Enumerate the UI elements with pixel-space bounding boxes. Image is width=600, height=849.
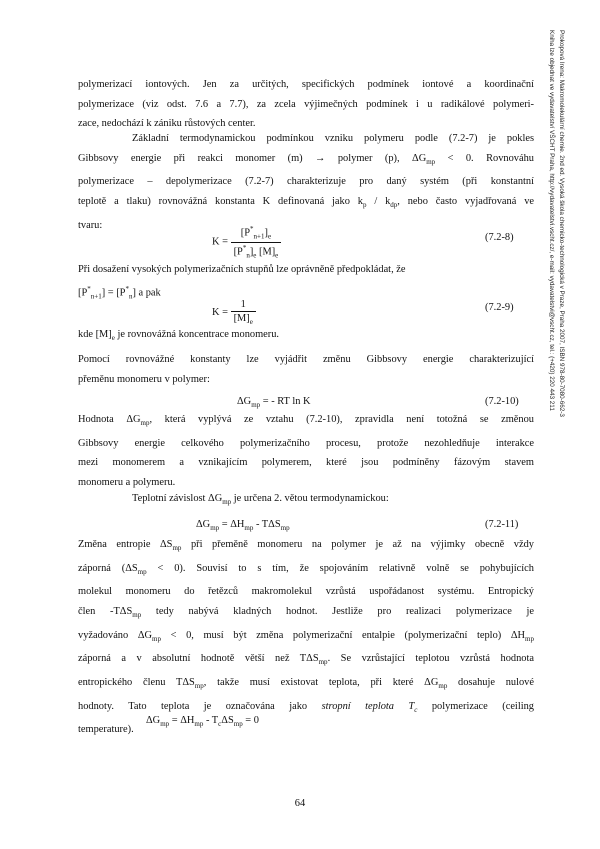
equation-lhs: K = [212, 236, 228, 248]
text-line: Hodnota $\Delta G_{mp}$, která vyplývá ze vztahu (7.2-10), zpravidla není totožná se změnou [78, 414, 534, 428]
text-line: člen $-T\Delta S_{mp}$ tedy nabývá kladných hodnot. Jestliže pro realizaci polymerizace je [78, 605, 535, 620]
text-line: Teplotní závislost $\Delta G_{mp}$ je určena 2. větou termodynamickou: [132, 493, 389, 507]
text-line: molekul monomeru do řetězců makromolekul vzrůstá uspořádanost systému. Entropický [78, 586, 534, 598]
text-line: Gibbsovy energie celkového polymerizačního procesu, protože nezohledňuje interakce [78, 437, 534, 449]
text-line: tvaru: [78, 219, 103, 231]
text-line: vyžadováno $\Delta G_{mp} < 0$, musí být změna polymerizační entalpie (polymerizační teplo) $\Delta H_{mp}$ [78, 629, 534, 643]
equation-number: (7.2-11) [485, 519, 519, 530]
text-line: monomeru a polymeru. [78, 476, 176, 488]
text-line: mezi monomerem a vznikajícím polymerem, které jsou podmíněny fázovým stavem [78, 457, 534, 469]
paragraph-7 [78, 489, 534, 513]
text-line: kde $[M]_e$ je rovnovážná koncentrace monomeru. [78, 329, 280, 343]
text-line: Při dosažení vysokých polymerizačních stupňů lze oprávněně předpokládat, že [78, 264, 406, 275]
paragraph-2 [78, 129, 534, 235]
text-line: Gibbsovy energie při reakci monomer (m) → polymer (p), $\Delta G_{mp} < 0$. Rovnováhu [78, 152, 534, 166]
paragraph-3 [78, 260, 534, 307]
text-line: polymerizací iontových. Jen za určitých, specifických podmínek iontové a koordinační [78, 79, 534, 90]
fraction [231, 225, 282, 259]
emphasis: stropní teplota $T_c$ [321, 700, 418, 714]
fraction [231, 299, 256, 326]
fraction-denominator: $[P^*_n]_e$ $[M]_e$ [231, 242, 282, 260]
page-number: 64 [294, 798, 306, 809]
text-line: teplotě a tlaku) rovnovážná konstanta K definovaná jako $k_p / k_{dp}$, nebo často vyjadřovaná ve [78, 195, 534, 209]
equation-ceiling-temperature: $\Delta G_{mp} = \Delta H_{mp} - T_c\Delta S_{mp} = 0$ [146, 715, 259, 729]
paragraph-6 [78, 410, 534, 492]
text-line: zace, nedochází k zániku růstových center. [78, 118, 256, 130]
text-line: polymerizace (viz odst. 7.6 a 7.7), za zcela výjimečných podmínek i u radikálové polymeri- [78, 98, 534, 110]
text-line: polymerizace – depolymerizace (7.2-7) charakterizuje pro daný systém (při konstantní [78, 176, 534, 188]
fraction-numerator: 1 [240, 299, 246, 310]
text-line: záporná $(\Delta S_{mp} < 0)$. Souvisí to s tím, že spojováním relativně volně se pohybujících [78, 562, 534, 576]
arrow-symbol: → [315, 152, 326, 164]
equation-number: (7.2-8) [485, 232, 514, 243]
text-line: Změna entropie $\Delta S_{mp}$ při přeměně monomeru na polymer je až na výjimky obecně vždy [78, 539, 534, 553]
text-line: hodnoty. Tato teplota je označována jako stropní teplota $T_c$ polymerizace (ceiling [78, 700, 534, 714]
text-line: záporná a v absolutní hodnotě větší než $T\Delta S_{mp}$. Se vzrůstající teplotou vzrůstá hodnota [78, 653, 534, 667]
fraction-numerator: $[P^*_{n+1}]_e$ [240, 225, 272, 241]
text-line: entropického členu $T\Delta S_{mp}$, takže musí existovat teplota, při které $\Delta G_{mp}$ dosahuje nulové [78, 676, 534, 691]
fraction-denominator: $[M]_e$ [231, 311, 256, 326]
equation-7-2-9 [0, 299, 600, 327]
side-note [548, 30, 600, 830]
paragraph-1 [78, 75, 534, 134]
paragraph-4 [78, 325, 534, 349]
equation-7-2-10: $\Delta G_{mp}$ = - RT ln K (7.2-10) [237, 396, 519, 410]
paragraph-5 [78, 350, 534, 389]
text-line: přeměnu monomeru v polymer: [78, 373, 210, 385]
side-note-line: Kniha lze objednat ve vydavatelství VŠCHT Praha, http://vydavatelstvi.vscht.cz/, e-mail: vydavatelstvi@vscht.cz, tel.: (+420) 220 443 211 [548, 30, 555, 411]
side-note-line: Prokopová Irena: Makromolekulární chemie. 2nd ed. Vysoká škola chemicko-technologická v Praze, Praha 2007, ISBN 978-80-7080-662-3 [558, 30, 565, 417]
equation-number: (7.2-10) [485, 396, 519, 407]
equation-7-2-11: $\Delta G_{mp} = \Delta H_{mp} - T\Delta S_{mp}$ (7.2-11) [196, 519, 519, 533]
text-line: Pomocí rovnovážné konstanty lze vyjádřit změnu Gibbsovy energie charakterizující [78, 354, 534, 365]
text-line: $[P^*_{n+1}] = [P^*_n]$ a pak [78, 284, 161, 301]
text-line: Základní termodynamickou podmínkou vzniku polymeru podle (7.2-7) je pokles [132, 133, 534, 144]
equation-number: (7.2-9) [485, 302, 514, 313]
equation-lhs: K = [212, 306, 228, 318]
text-line: temperature). [78, 724, 134, 736]
paragraph-8 [78, 535, 534, 740]
